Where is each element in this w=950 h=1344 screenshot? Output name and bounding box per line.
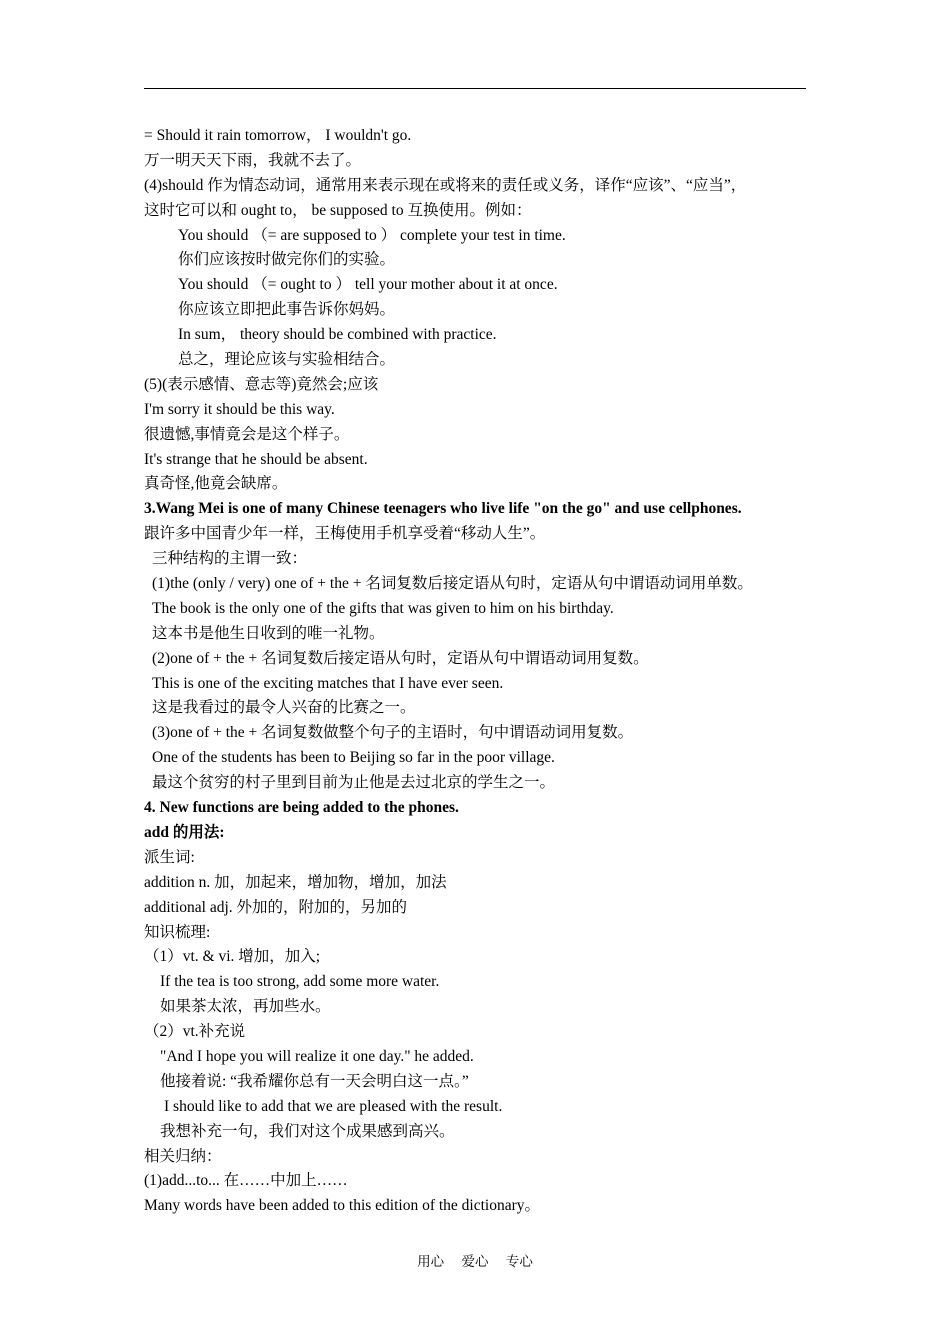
- text-line: 他接着说: “我希耀你总有一天会明白这一点。”: [160, 1072, 469, 1090]
- text-line: 这是我看过的最令人兴奋的比赛之一。: [152, 699, 416, 717]
- text-line: You should （= ought to ） tell your mother about it at once.: [178, 276, 558, 294]
- text-line: （2）vt.补充说: [144, 1023, 246, 1041]
- text-line: 我想补充一句，我们对这个成果感到高兴。: [160, 1122, 455, 1140]
- section-heading: 4. New functions are being added to the phones.: [144, 799, 459, 817]
- text-line: This is one of the exciting matches that I have ever seen.: [152, 674, 504, 692]
- text-line: (4)should 作为情态动词，通常用来表示现在或将来的责任或义务，译作“应该”、“应当”，: [144, 176, 747, 194]
- header-rule: [144, 88, 806, 89]
- text-line: 这本书是他生日收到的唯一礼物。: [152, 624, 385, 642]
- document-body: [144, 124, 814, 1219]
- text-line: 这时它可以和 ought to， be supposed to 互换使用。例如：: [144, 201, 532, 219]
- text-line: 你应该立即把此事告诉你妈妈。: [178, 301, 396, 319]
- text-line: 总之，理论应该与实验相结合。: [178, 351, 396, 369]
- text-line: I'm sorry it should be this way.: [144, 400, 335, 418]
- text-line: 真奇怪,他竟会缺席。: [144, 475, 288, 493]
- text-line: You should （= are supposed to ） complete your test in time.: [178, 226, 566, 244]
- text-line: 很遗憾,事情竟会是这个样子。: [144, 425, 350, 443]
- text-line: 万一明天天下雨，我就不去了。: [144, 151, 362, 169]
- text-line: 三种结构的主谓一致：: [152, 550, 308, 568]
- section-heading: add 的用法:: [144, 823, 225, 841]
- text-line: 相关归纳：: [144, 1147, 222, 1165]
- page-footer: 用心 爱心 专心: [417, 1254, 533, 1269]
- text-line: I should like to add that we are pleased with the result.: [164, 1097, 503, 1115]
- text-line: The book is the only one of the gifts that was given to him on his birthday.: [152, 599, 614, 617]
- text-line: 最这个贫穷的村子里到目前为止他是去过北京的学生之一。: [152, 774, 556, 792]
- text-line: addition n. 加，加起来，增加物，增加，加法: [144, 873, 447, 891]
- text-line: In sum， theory should be combined with practice.: [178, 326, 497, 344]
- text-line: (3)one of + the + 名词复数做整个句子的主语时，句中谓语动词用复数。: [152, 724, 634, 742]
- text-line: = Should it rain tomorrow， I wouldn't go.: [144, 127, 412, 144]
- text-line: If the tea is too strong, add some more water.: [160, 973, 440, 991]
- text-line: (5)(表示感情、意志等)竟然会;应该: [144, 375, 379, 393]
- text-line: "And I hope you will realize it one day." he added.: [160, 1047, 474, 1065]
- text-line: 跟许多中国青少年一样，王梅使用手机享受着“移动人生”。: [144, 525, 546, 543]
- text-line: One of the students has been to Beijing so far in the poor village.: [152, 749, 555, 767]
- text-line: （1）vt. & vi. 增加，加入;: [144, 948, 321, 966]
- text-line: (1)the (only / very) one of + the + 名词复数后接定语从句时，定语从句中谓语动词用单数。: [152, 575, 753, 593]
- text-line: It's strange that he should be absent.: [144, 450, 368, 468]
- text-line: 派生词:: [144, 848, 195, 866]
- text-line: 知识梳理:: [144, 923, 211, 941]
- text-line: (1)add...to... 在……中加上……: [144, 1172, 348, 1190]
- text-line: 你们应该按时做完你们的实验。: [178, 251, 396, 269]
- section-heading: 3.Wang Mei is one of many Chinese teenagers who live life "on the go" and use cellphones.: [144, 500, 742, 518]
- text-line: (2)one of + the + 名词复数后接定语从句时，定语从句中谓语动词用复数。: [152, 649, 649, 667]
- text-line: 如果茶太浓，再加些水。: [160, 998, 331, 1016]
- text-line: additional adj. 外加的，附加的，另加的: [144, 898, 408, 916]
- text-line: Many words have been added to this edition of the dictionary。: [144, 1197, 541, 1215]
